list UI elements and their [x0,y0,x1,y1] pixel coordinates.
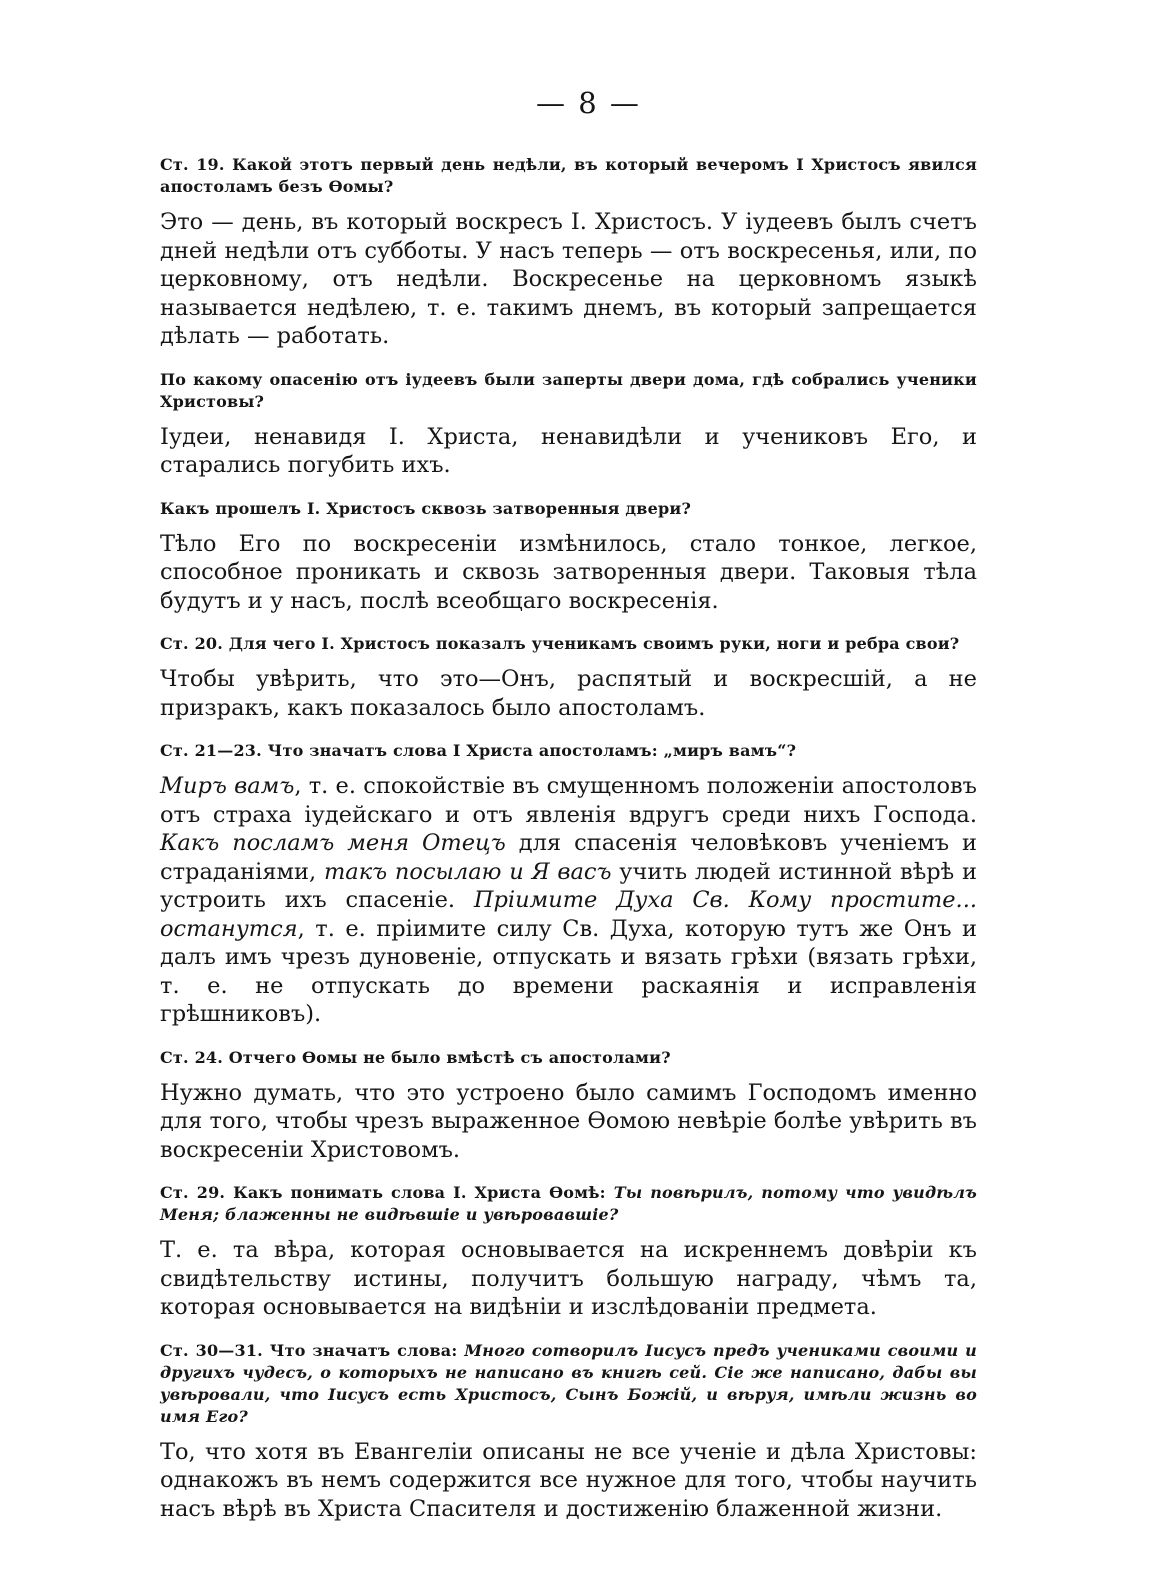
question-text: Какъ прошелъ I. Христосъ сквозь затворенныя двери? [160,498,692,518]
qa-block-20 [160,633,977,722]
answer-text: Это — день, въ который воскресъ I. Христосъ. У іудеевъ былъ счетъ дней недѣли отъ субботы. У насъ теперь — отъ воскресенья, или, по церковному, отъ недѣли. Воскресенье на церковномъ языкѣ называется недѣлею, т. е. такимъ днемъ, въ который запрещается дѣлать — работать. [160,209,977,349]
answer-text: Іудеи, ненавидя I. Христа, ненавидѣли и учениковъ Его, и старались погубить ихъ. [160,423,977,478]
answer-italic-segment: Пріимите Духа Св. Кому простите... останутся [160,887,977,942]
answer-segment: для спасенія человѣковъ ученіемъ и страданіями, [160,830,977,885]
answer-segment: , т. е. спокойствіе въ смущенномъ положеніи апостоловъ отъ страха іудейскаго и отъ явленія вдругъ среди нихъ Господа. [160,773,977,828]
question-segment: Ст. 29. Какъ понимать слова I. Христа Ѳомѣ: [160,1183,614,1202]
answer-italic-segment: Миръ вамъ [160,773,295,799]
question-text: Ст. 19. Какой этотъ первый день недѣли, въ который вечеромъ I Христосъ явился апостоламъ безъ Ѳомы? [160,155,977,196]
question-text: Ст. 20. Для чего I. Христосъ показалъ ученикамъ своимъ руки, ноги и ребра свои? [160,634,960,653]
qa-block-fear-of-jews [160,369,977,480]
qa-block-closed-doors [160,498,977,616]
answer-italic-segment: Какъ посламъ меня Отецъ [160,830,506,856]
question-text [160,1340,977,1428]
question-text: Ст. 21—23. Что значатъ слова I Христа апостоламъ: „миръ вамъ“? [160,741,797,760]
answer-text: Нужно думать, что это устроено было самимъ Господомъ именно для того, чтобы чрезъ выраженное Ѳомою невѣріе болѣе увѣрить въ воскресеніи Христовомъ. [160,1079,977,1163]
answer-text: То, что хотя въ Евангеліи описаны не все ученіе и дѣла Христовы: однакожъ въ немъ содержится все нужное для того, чтобы научить насъ вѣрѣ въ Христа Спасителя и достиженію блаженной жизни. [160,1438,977,1522]
answer-text: Тѣло Его по воскресеніи измѣнилось, стало тонкое, легкое, способное проникать и сквозь затворенныя двери. Таковыя тѣла будутъ и у насъ, послѣ всеобщаго воскресенія. [160,530,977,614]
qa-block-29 [160,1182,977,1322]
qa-block-24 [160,1047,977,1165]
answer-text [160,772,977,1029]
answer-segment: учить людей истинной вѣрѣ и устроить ихъ спасеніе. [160,858,978,913]
question-text: Ст. 24. Отчего Ѳомы не было вмѣстѣ съ апостолами? [160,1047,671,1067]
question-text [160,1182,977,1226]
question-italic-segment: Много сотворилъ Іисусъ предъ учениками своими и другихъ чудесъ, о которыхъ не написано въ книгѣ сей. Сіе же написано, дабы вы увѣровали, что Іисусъ есть Христосъ, Сынъ Божій, и вѣруя, имѣли жизнь во имя Его? [160,1340,977,1426]
page-number: — 8 — [536,86,641,120]
qa-block-30-31 [160,1340,977,1524]
answer-text: Чтобы увѣрить, что это—Онъ, распятый и воскресшій, а не призракъ, какъ показалось было апостоламъ. [160,666,977,721]
qa-block-19 [160,154,977,351]
question-italic-segment: Ты повѣрилъ, потому что увидѣлъ Меня; блаженны не видѣвшіе и увѣровавшіе? [160,1183,978,1224]
answer-segment: , т. е. пріимите силу Св. Духа, которую тутъ же Онъ и далъ имъ чрезъ дуновеніе, отпускать и вязать грѣхи (вязать грѣхи, т. е. не отпускать до времени раскаянія и исправленія грѣшниковъ). [160,915,977,1027]
question-segment: Ст. 30—31. Что значатъ слова: [160,1340,465,1360]
question-text: По какому опасенію отъ іудеевъ были заперты двери дома, гдѣ собрались ученики Христовы? [160,369,977,411]
qa-block-21-23 [160,740,977,1029]
answer-text: Т. е. та вѣра, которая основывается на искреннемъ довѣріи къ свидѣтельству истины, получитъ большую награду, чѣмъ та, которая основывается на видѣніи и изслѣдованіи предмета. [160,1237,977,1320]
answer-italic-segment: такъ посылаю и Я васъ [323,858,612,885]
